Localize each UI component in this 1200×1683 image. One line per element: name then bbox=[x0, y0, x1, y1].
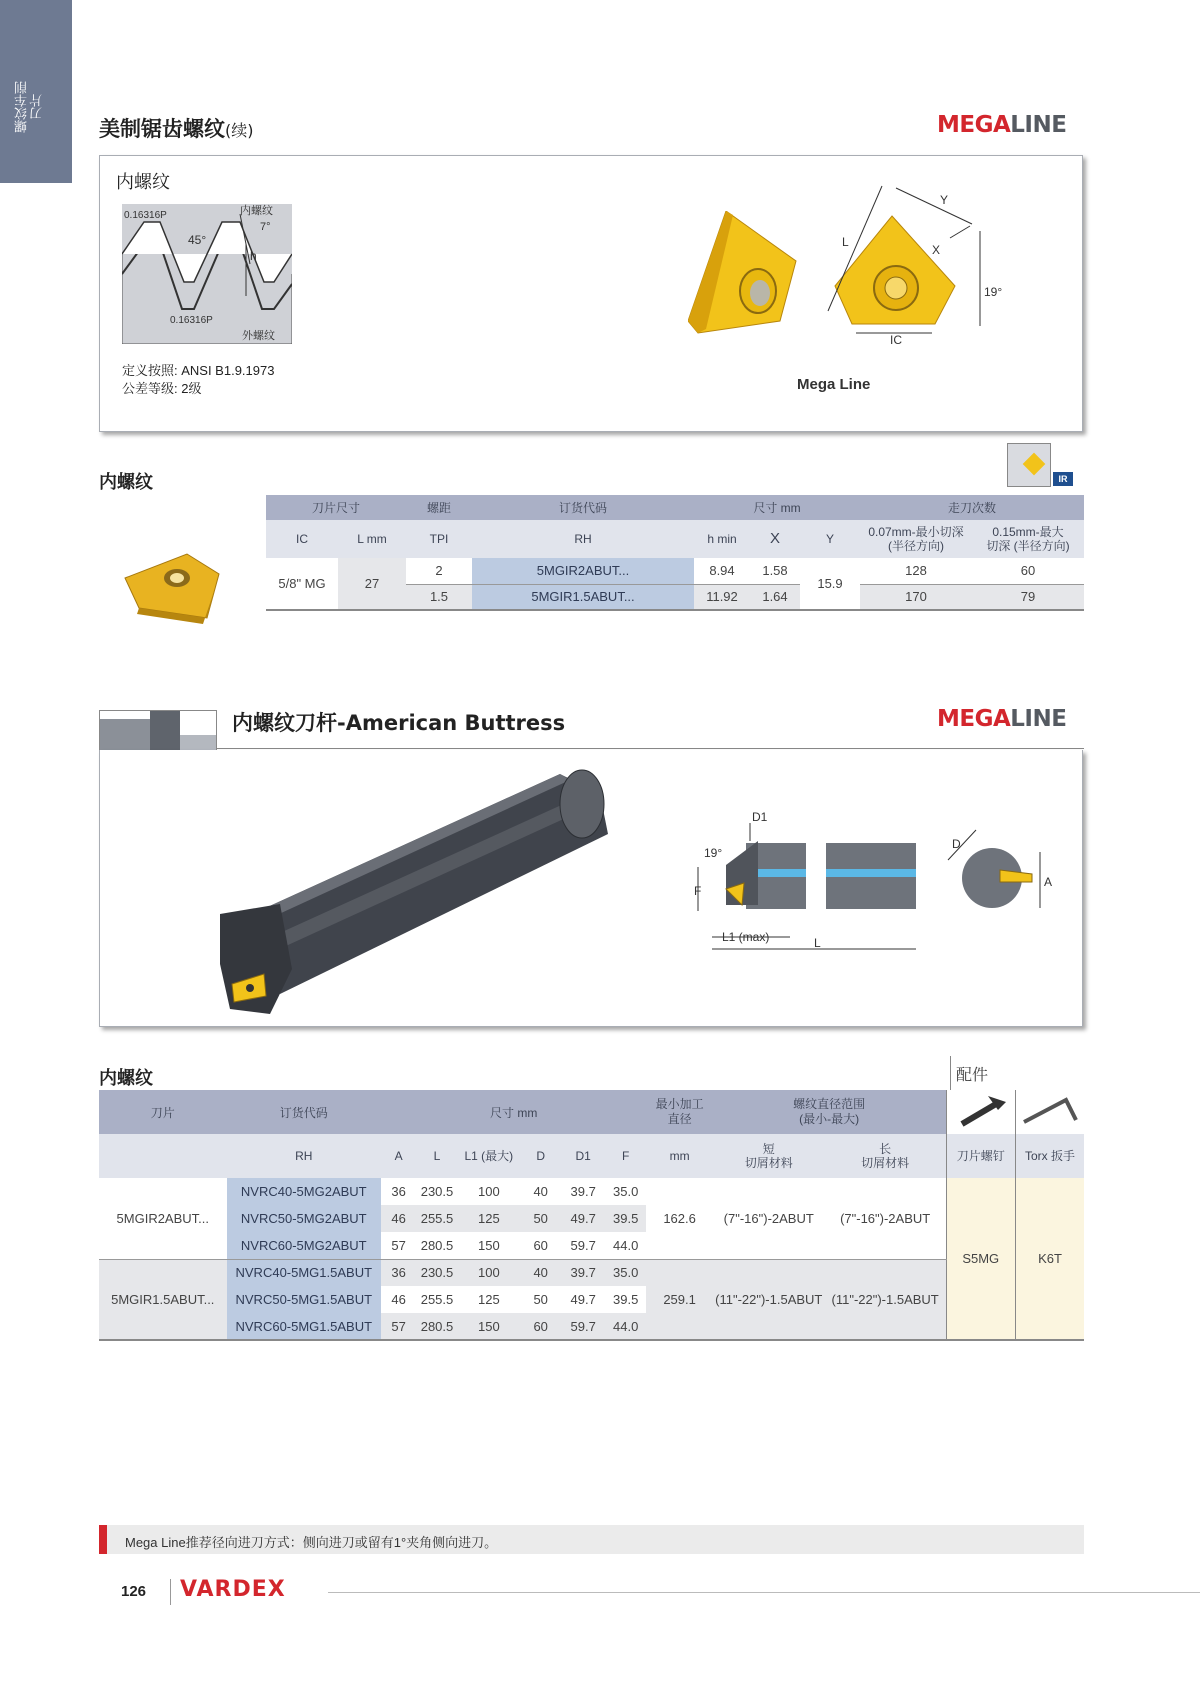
ch-mm: mm bbox=[646, 1134, 712, 1178]
dim-label-A: A bbox=[1044, 875, 1053, 889]
gh-min-bore-1: 最小加工 bbox=[655, 1097, 704, 1111]
cell-l1: 100 bbox=[458, 1259, 520, 1286]
cell-a: 36 bbox=[391, 1184, 406, 1199]
standard-text: 定义按照: ANSI B1.9.1973 bbox=[122, 363, 275, 378]
key-image-cell bbox=[1015, 1090, 1084, 1134]
cell-order-code[interactable]: NVRC50-5MG1.5ABUT bbox=[227, 1286, 381, 1313]
cell-screw: S5MG bbox=[946, 1178, 1015, 1340]
cell-f: 39.5 bbox=[613, 1292, 639, 1307]
section1-title-text: 美制锯齿螺纹 bbox=[99, 117, 225, 141]
ch-pass-min-2: (半径方向) bbox=[888, 539, 944, 553]
gh-min-bore-2: 直径 bbox=[667, 1112, 692, 1126]
cell-d: 60 bbox=[520, 1313, 561, 1340]
cell-l1: 100 bbox=[477, 1184, 500, 1199]
holder-dimension-drawing bbox=[686, 805, 916, 950]
label-h: h bbox=[250, 249, 257, 263]
cell-d: 60 bbox=[520, 1232, 561, 1259]
dim-label-L: L bbox=[814, 936, 821, 950]
gh-min-bore bbox=[646, 1090, 712, 1134]
ch-pass-min bbox=[860, 520, 972, 558]
dim-label-L1: L1 (max) bbox=[722, 930, 770, 944]
ch-pass-max-1: 0.15mm-最大 bbox=[992, 525, 1064, 539]
side-tab-line1: 螺纹车削 bbox=[14, 81, 29, 133]
footer-note: Mega Line推荐径向进刀方式：侧向进刀或留有1°夹角侧向进刀。 bbox=[125, 1535, 498, 1550]
ch-a: A bbox=[381, 1134, 416, 1178]
screw-icon bbox=[954, 1092, 1008, 1130]
cell-x: 1.64 bbox=[750, 584, 800, 610]
cell-l: 280.5 bbox=[416, 1313, 457, 1340]
accessory-divider bbox=[950, 1056, 951, 1090]
ch-rh: RH bbox=[472, 520, 694, 558]
gh-insert-size: 刀片尺寸 bbox=[266, 495, 406, 520]
label-angle-7: 7° bbox=[260, 221, 271, 233]
cell-f: 35.0 bbox=[613, 1184, 639, 1199]
cell-tpi: 2 bbox=[406, 558, 472, 584]
cell-f: 44.0 bbox=[605, 1232, 646, 1259]
holder-table-row bbox=[99, 1259, 1084, 1286]
screw-image-cell bbox=[946, 1090, 1015, 1134]
cell-l1: 125 bbox=[477, 1292, 500, 1307]
section2-title-rule bbox=[217, 748, 1084, 749]
cell-range-short: (7"-16")-2ABUT bbox=[713, 1178, 825, 1259]
cell-f: 35.0 bbox=[605, 1259, 646, 1286]
cell-d1: 59.7 bbox=[561, 1313, 605, 1340]
logo-line: LINE bbox=[1010, 112, 1067, 138]
holder-table-group-header bbox=[99, 1090, 1084, 1134]
tolerance-text: 公差等级: 2级 bbox=[122, 381, 202, 396]
dim-label-D1: D1 bbox=[752, 810, 768, 824]
cell-y: 15.9 bbox=[800, 558, 860, 610]
cell-order-code[interactable]: NVRC40-5MG2ABUT bbox=[227, 1178, 381, 1205]
logo-line: LINE bbox=[1010, 706, 1067, 732]
insert-photo bbox=[115, 548, 225, 628]
cell-range-long: (7"-16")-2ABUT bbox=[825, 1178, 946, 1259]
dim-label-L: L bbox=[842, 235, 849, 249]
cell-f: 39.5 bbox=[605, 1205, 646, 1232]
cell-a: 46 bbox=[391, 1292, 406, 1307]
cell-l: 280.5 bbox=[416, 1232, 457, 1259]
dim-label-IC: IC bbox=[890, 333, 902, 346]
gh-passes: 走刀次数 bbox=[860, 495, 1084, 520]
logo-mega: MEGA bbox=[937, 112, 1011, 138]
holder-table-heading: 内螺纹 bbox=[99, 1068, 153, 1089]
ch-rh: RH bbox=[227, 1134, 381, 1178]
dim-label-angle: 19° bbox=[984, 285, 1003, 299]
cell-pass-max: 60 bbox=[972, 558, 1084, 584]
ch-long bbox=[825, 1134, 946, 1178]
cell-range-long: (11"-22")-1.5ABUT bbox=[825, 1259, 946, 1340]
cell-l: 230.5 bbox=[416, 1259, 457, 1286]
cell-order-code[interactable]: NVRC40-5MG1.5ABUT bbox=[227, 1259, 381, 1286]
cell-a: 57 bbox=[381, 1232, 416, 1259]
gh-range bbox=[713, 1090, 946, 1134]
label-internal: 内螺纹 bbox=[240, 204, 273, 217]
cell-a: 36 bbox=[381, 1259, 416, 1286]
ch-key: Torx 扳手 bbox=[1015, 1134, 1084, 1178]
ch-long-2: 切屑材料 bbox=[861, 1156, 910, 1170]
ch-pass-max-2: 切深 (半径方向) bbox=[986, 539, 1070, 553]
footer-accent bbox=[99, 1525, 107, 1554]
holder-table-row bbox=[99, 1178, 1084, 1205]
gh-dimensions: 尺寸 mm bbox=[694, 495, 860, 520]
label-top-pitch: 0.16316P bbox=[124, 210, 167, 221]
dim-label-F: F bbox=[694, 884, 702, 898]
cell-d1: 49.7 bbox=[570, 1292, 596, 1307]
dim-label-D: D bbox=[952, 837, 961, 851]
insert-table-row bbox=[266, 558, 1084, 584]
gh-order-code: 订货代码 bbox=[472, 495, 694, 520]
cell-pass-min: 170 bbox=[860, 584, 972, 610]
insert-mini-icon bbox=[1023, 453, 1046, 476]
ir-badge: IR bbox=[1053, 472, 1073, 486]
logo-mega: MEGA bbox=[937, 706, 1011, 732]
side-tab-line2: 刀片 bbox=[29, 94, 44, 120]
insert-table-heading: 内螺纹 bbox=[99, 472, 153, 493]
holder-end-view bbox=[940, 820, 1060, 930]
insert-table-group-header bbox=[266, 495, 1084, 520]
ch-f: F bbox=[605, 1134, 646, 1178]
thread-profile-diagram bbox=[122, 204, 292, 344]
dim-label-angle: 19° bbox=[704, 846, 723, 860]
ch-x: X bbox=[750, 520, 800, 558]
ch-short bbox=[713, 1134, 825, 1178]
cell-hmin: 8.94 bbox=[694, 558, 750, 584]
cell-d1: 39.7 bbox=[561, 1259, 605, 1286]
insert-table-col-header bbox=[266, 520, 1084, 558]
cell-order-code[interactable]: NVRC60-5MG1.5ABUT bbox=[227, 1313, 381, 1340]
dim-label-Y: Y bbox=[940, 193, 949, 207]
ch-ic: IC bbox=[266, 520, 338, 558]
cell-l1: 125 bbox=[458, 1205, 520, 1232]
cell-d: 50 bbox=[533, 1292, 548, 1307]
ch-pass-min-1: 0.07mm-最小切深 bbox=[868, 525, 964, 539]
dim-label-X: X bbox=[932, 243, 941, 257]
ch-l: L mm bbox=[338, 520, 406, 558]
cell-key: K6T bbox=[1015, 1178, 1084, 1340]
gh-dimensions: 尺寸 mm bbox=[381, 1090, 646, 1134]
cell-l: 27 bbox=[338, 558, 406, 610]
ch-tpi: TPI bbox=[406, 520, 472, 558]
cell-l: 255.5 bbox=[420, 1292, 454, 1307]
ch-l: L bbox=[416, 1134, 457, 1178]
cell-d1: 49.7 bbox=[561, 1205, 605, 1232]
cell-l1: 150 bbox=[458, 1232, 520, 1259]
ch-d: D bbox=[520, 1134, 561, 1178]
cell-a: 46 bbox=[381, 1205, 416, 1232]
cell-d1: 39.7 bbox=[570, 1184, 596, 1199]
cell-pass-max: 79 bbox=[972, 584, 1084, 610]
holder-3d-image bbox=[220, 764, 640, 1014]
gh-pitch: 螺距 bbox=[406, 495, 472, 520]
ch-short-1: 短 bbox=[762, 1142, 775, 1156]
holder-table bbox=[99, 1090, 1084, 1341]
section1-title bbox=[99, 113, 254, 143]
cell-f: 44.0 bbox=[605, 1313, 646, 1340]
accessories-heading: 配件 bbox=[956, 1067, 989, 1084]
cell-d: 40 bbox=[520, 1259, 561, 1286]
cell-d: 50 bbox=[520, 1205, 561, 1232]
cell-order-code[interactable]: NVRC50-5MG2ABUT bbox=[227, 1205, 381, 1232]
page-number: 126 bbox=[121, 1583, 147, 1600]
side-tab-label bbox=[14, 72, 58, 142]
cell-min-bore: 259.1 bbox=[646, 1259, 712, 1340]
ch-l1: L1 (最大) bbox=[458, 1134, 520, 1178]
ch-pass-max bbox=[972, 520, 1084, 558]
holder-panel bbox=[99, 750, 1083, 1027]
panel-heading: 内螺纹 bbox=[116, 172, 170, 192]
ch-short-2: 切屑材料 bbox=[744, 1156, 793, 1170]
cell-insert: 5MGIR2ABUT... bbox=[99, 1178, 227, 1259]
torx-key-icon bbox=[1020, 1092, 1080, 1130]
cell-min-bore: 162.6 bbox=[646, 1178, 712, 1259]
footer-rule bbox=[328, 1592, 1200, 1593]
vardex-logo: VARDEX bbox=[180, 1577, 286, 1602]
label-external: 外螺纹 bbox=[242, 329, 275, 342]
section1-title-suffix: (续) bbox=[225, 121, 254, 140]
side-tab bbox=[0, 0, 72, 183]
holder-table-col-header bbox=[99, 1134, 1084, 1178]
cell-order-code[interactable]: 5MGIR1.5ABUT... bbox=[472, 584, 694, 610]
cell-range-short: (11"-22")-1.5ABUT bbox=[713, 1259, 825, 1340]
cell-l1: 150 bbox=[458, 1313, 520, 1340]
label-bottom-pitch: 0.16316P bbox=[170, 315, 213, 326]
ch-screw: 刀片螺钉 bbox=[946, 1134, 1015, 1178]
ch-long-1: 长 bbox=[879, 1142, 892, 1156]
cell-tpi: 1.5 bbox=[406, 584, 472, 610]
megaline-logo-2 bbox=[937, 706, 1066, 732]
page-divider bbox=[170, 1579, 171, 1605]
gh-order-code: 订货代码 bbox=[227, 1090, 381, 1134]
gh-insert: 刀片 bbox=[99, 1090, 227, 1134]
cell-order-code[interactable]: 5MGIR2ABUT... bbox=[472, 558, 694, 584]
cell-x: 1.58 bbox=[750, 558, 800, 584]
megaline-logo bbox=[937, 112, 1066, 138]
section2-title: 内螺纹刀杆-American Buttress bbox=[232, 711, 566, 735]
cell-l: 230.5 bbox=[420, 1184, 454, 1199]
ch-d1: D1 bbox=[561, 1134, 605, 1178]
thread-profile-panel bbox=[99, 155, 1083, 432]
ch-hmin: h min bbox=[694, 520, 750, 558]
ch-y: Y bbox=[800, 520, 860, 558]
label-angle-45: 45° bbox=[188, 233, 207, 247]
gh-range-1: 螺纹直径范围 bbox=[793, 1097, 866, 1111]
insert-side-image bbox=[688, 211, 798, 336]
ir-application-icon bbox=[1007, 443, 1051, 487]
insert-dimension-drawing bbox=[800, 176, 1040, 346]
gh-range-2: (最小-最大) bbox=[799, 1112, 860, 1126]
cell-pass-min: 128 bbox=[860, 558, 972, 584]
cell-ic: 5/8" MG bbox=[266, 558, 338, 610]
cell-order-code[interactable]: NVRC60-5MG2ABUT bbox=[227, 1232, 381, 1259]
cell-a: 57 bbox=[381, 1313, 416, 1340]
cell-l: 255.5 bbox=[416, 1205, 457, 1232]
insert-table bbox=[266, 495, 1084, 611]
cell-d: 40 bbox=[533, 1184, 548, 1199]
cell-d1: 59.7 bbox=[561, 1232, 605, 1259]
insert-caption: Mega Line bbox=[797, 376, 871, 393]
cell-hmin: 11.92 bbox=[694, 584, 750, 610]
cell-insert: 5MGIR1.5ABUT... bbox=[99, 1259, 227, 1340]
